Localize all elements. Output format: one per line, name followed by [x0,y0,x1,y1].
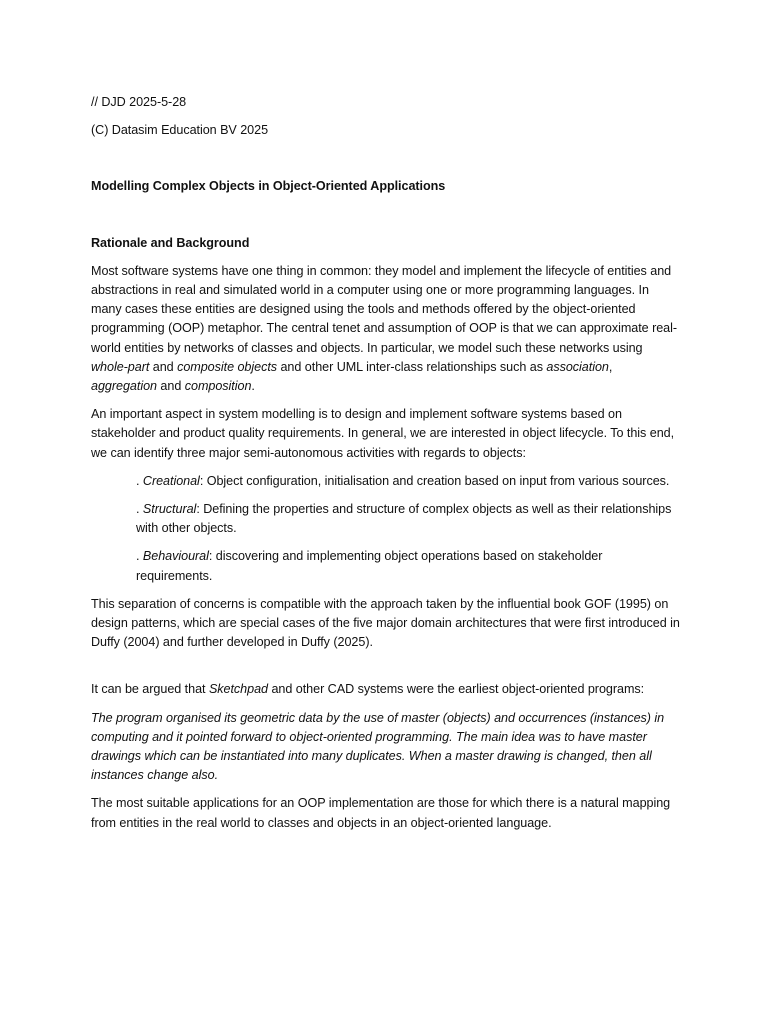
paragraph-text: . [251,379,255,394]
paragraph-applications: The most suitable applications for an OOP implementation are those for which there is a natural mapping from entities in the real world to classes and objects in an object-oriented language. [91,796,671,830]
emphasis-term: composite objects [177,359,278,374]
list-item [136,472,681,491]
paragraph-intro [91,262,681,396]
paragraph-text: It can be argued that [91,682,209,697]
emphasis-term: Sketchpad [208,682,269,697]
paragraph-sketchpad [91,680,681,699]
bullet-marker: . [136,473,143,488]
bullet-term: Behavioural [142,549,209,564]
quotation: The program organised its geometric data by the use of master (objects) and occurrences (instances) in computing and it pointed forward to object-oriented programming. The main idea was to have master drawings which can be instantiated into many duplicates. When a master drawing is changed, then all instances change also. [91,710,665,783]
bullet-text: : Object configuration, initialisation and creation based on input from various sources. [199,473,670,488]
emphasis-term: whole-part [91,359,150,374]
document-title: Modelling Complex Objects in Object-Oriented Applications [91,179,446,194]
paragraph-text: , [608,359,613,374]
bullet-text: : Defining the properties and structure of complex objects as well as their relationships with other objects. [136,502,672,536]
emphasis-term: association [546,359,609,374]
emphasis-term: composition [184,379,252,394]
bullet-term: Creational [142,473,200,488]
bullet-marker: . [136,502,143,517]
paragraph-text: Most software systems have one thing in common: they model and implement the lifecycle of entities and abstractions in real and simulated world in a computer using one or more programming languages. In many cases these entities are designed using the tools and methods offered by the object-oriented programming (OOP) metaphor. The central tenet and assumption of OOP is that we can approximate real-world entities by networks of classes and objects. In particular, we model such these networks using [91,263,678,355]
paragraph-text: and other UML inter-class relationships such as [277,359,547,374]
paragraph-text: and [156,379,185,394]
bullet-term: Structural [142,502,197,517]
document-page [91,93,681,833]
section-heading: Rationale and Background [91,235,250,250]
paragraph-modelling: An important aspect in system modelling is to design and implement software systems based on stakeholder and product quality requirements. In general, we are interested in object lifecycle. To this end, we can identify three major semi-autonomous activities with regards to objects: [91,407,675,460]
bullet-text: : discovering and implementing object operations based on stakeholder requirements. [136,549,603,583]
paragraph-separation: This separation of concerns is compatible with the approach taken by the influential book GOF (1995) on design patterns, which are special cases of the five major domain architectures that were first introduced in Duffy (2004) and further developed in Duffy (2025). [91,596,680,650]
header-comment: // DJD 2025-5-28 [91,95,187,109]
paragraph-text: and [149,359,178,374]
emphasis-term: aggregation [91,379,157,394]
copyright-line: (C) Datasim Education BV 2025 [91,123,269,138]
list-item [136,500,681,538]
paragraph-text: and other CAD systems were the earliest object-oriented programs: [268,682,645,697]
list-item [136,547,681,585]
bullet-marker: . [136,549,143,564]
